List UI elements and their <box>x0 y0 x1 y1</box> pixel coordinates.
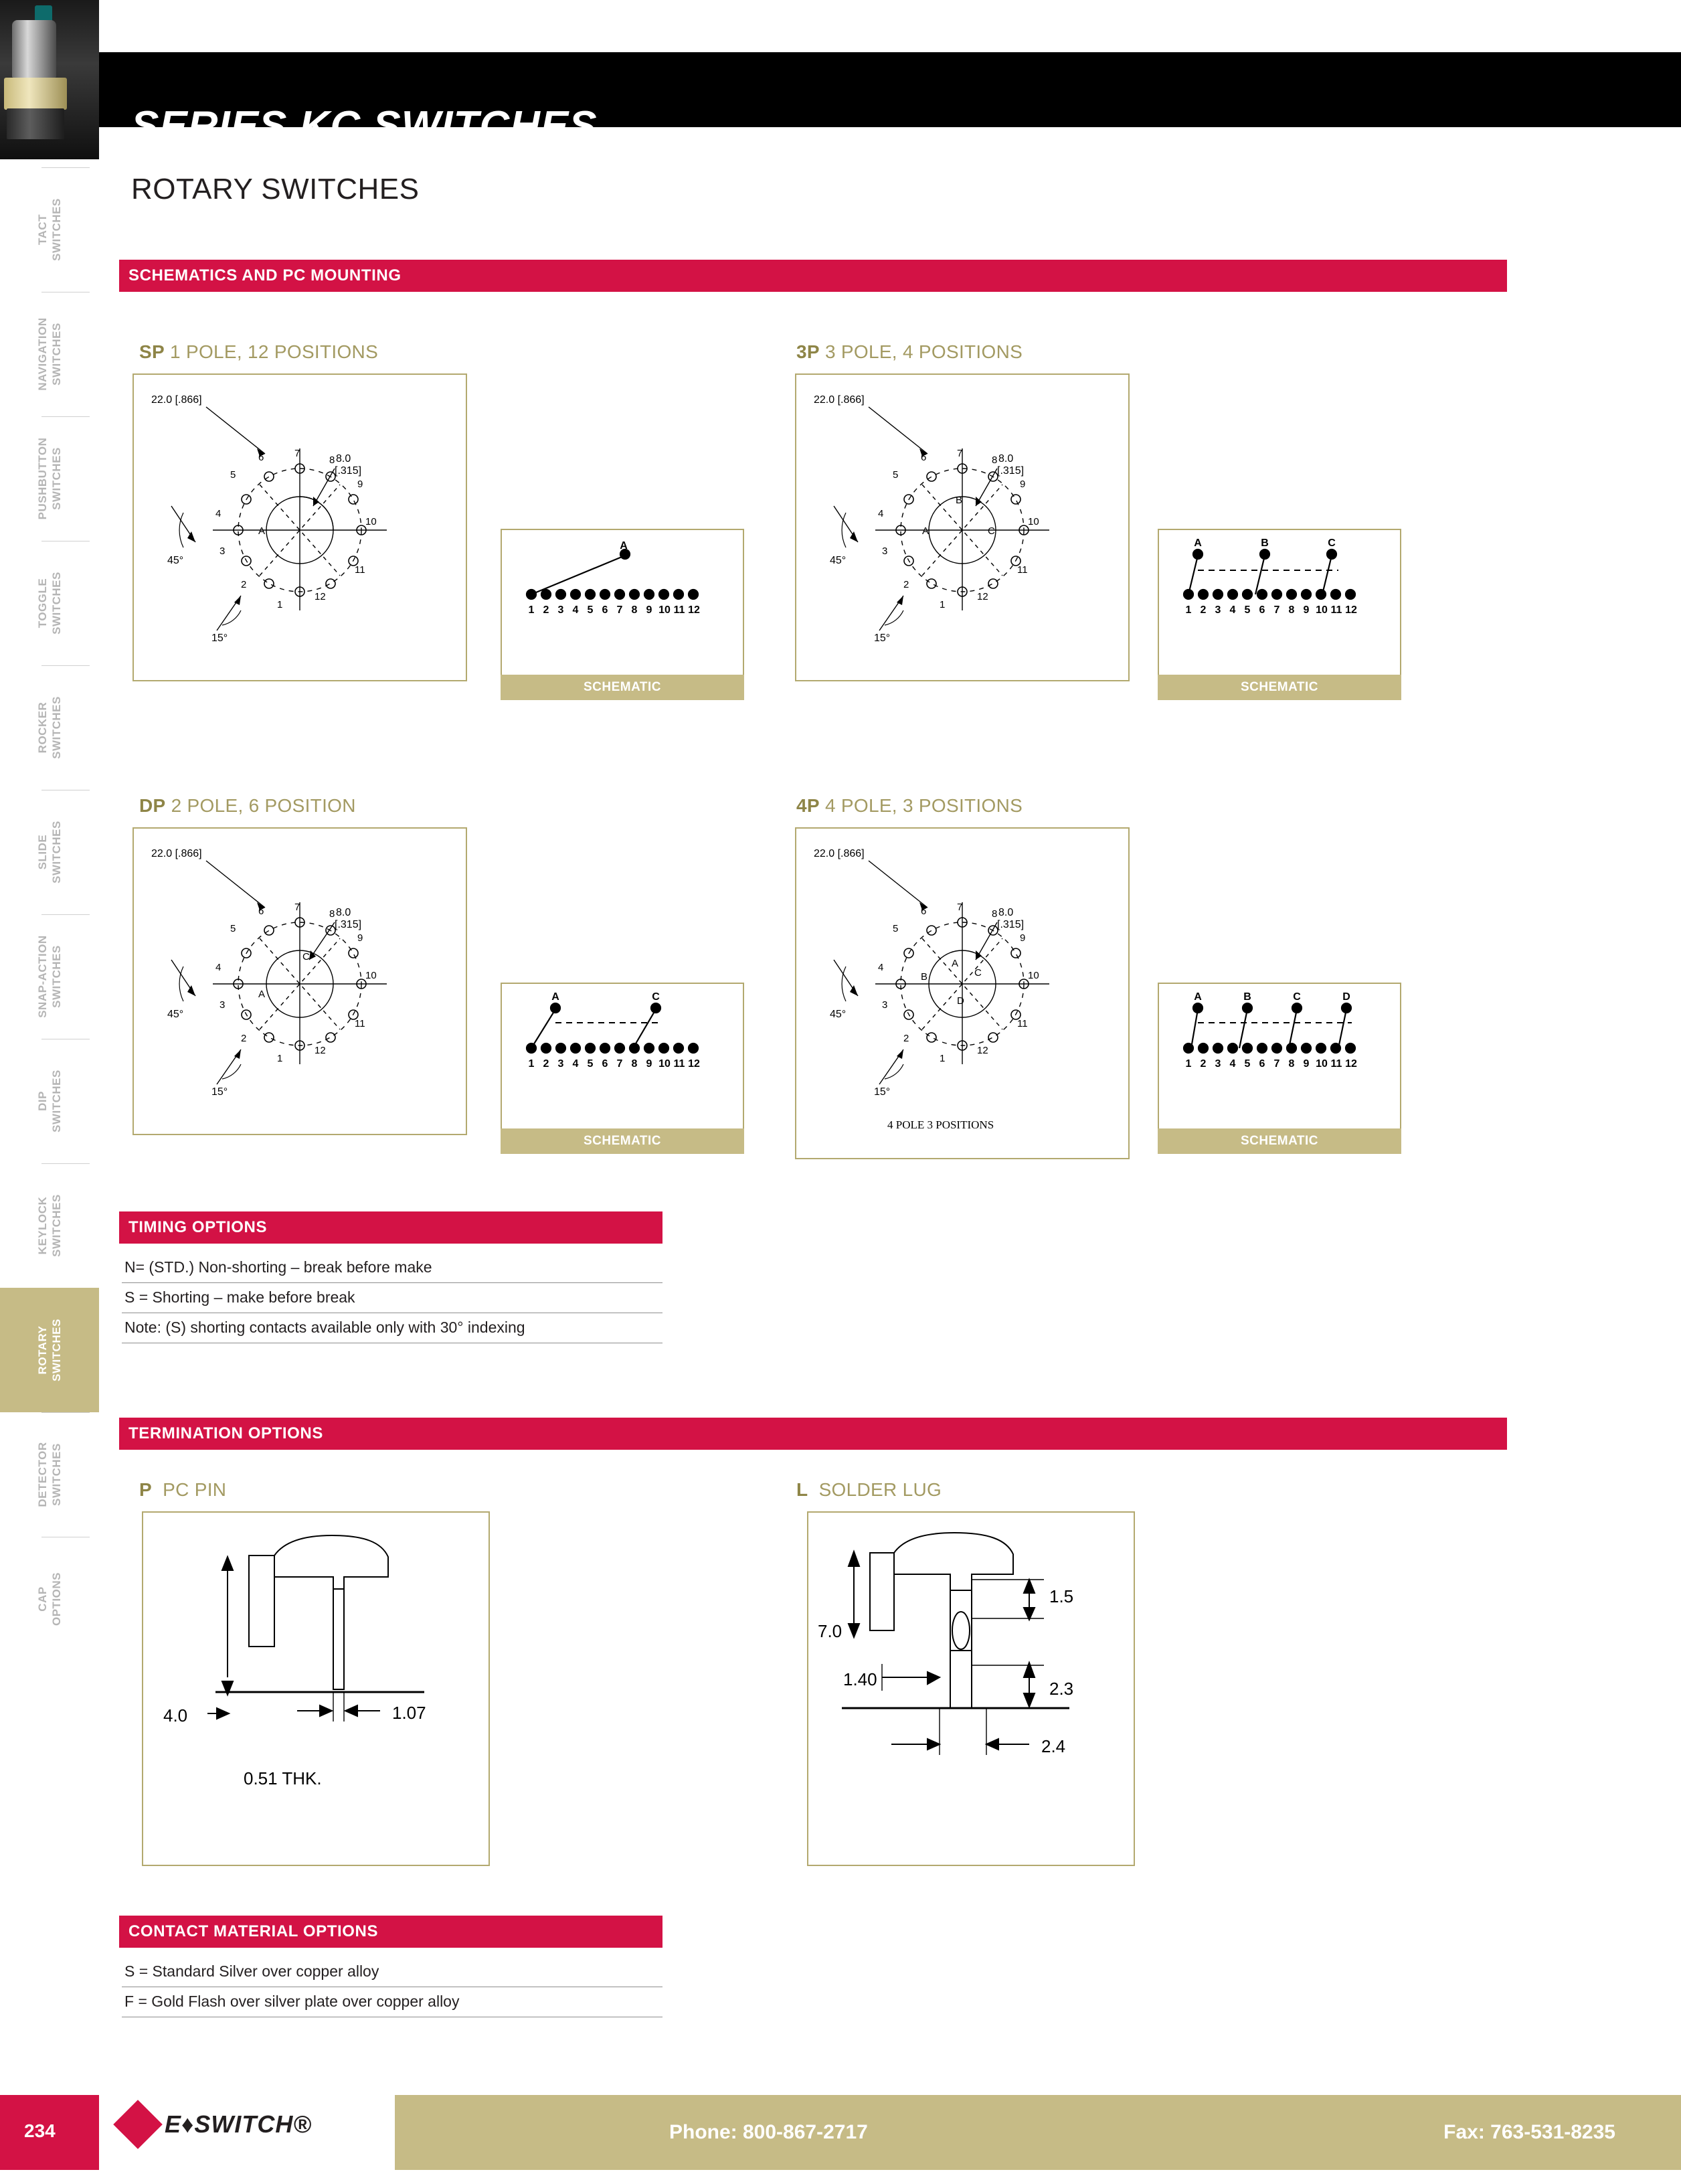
svg-text:8: 8 <box>1288 604 1295 616</box>
svg-text:1: 1 <box>1185 604 1192 616</box>
schematic-drawing-4p <box>1159 984 1400 1111</box>
svg-text:4: 4 <box>1229 604 1236 616</box>
svg-text:10: 10 <box>1028 516 1039 527</box>
svg-text:10: 10 <box>658 604 671 616</box>
svg-text:7: 7 <box>294 448 300 459</box>
svg-text:22.0 [.866]: 22.0 [.866] <box>151 394 202 406</box>
svg-text:9: 9 <box>357 932 363 944</box>
svg-text:D: D <box>957 995 964 1007</box>
pc-mounting-drawing-3p <box>796 375 1128 680</box>
svg-text:11: 11 <box>673 1058 685 1070</box>
diagram-box-sp <box>132 373 467 681</box>
section-header-contact-material: CONTACT MATERIAL OPTIONS <box>119 1916 662 1948</box>
svg-text:2: 2 <box>903 579 909 590</box>
svg-text:9: 9 <box>1020 479 1026 490</box>
svg-text:1.5: 1.5 <box>1049 1586 1074 1606</box>
svg-text:6: 6 <box>602 1058 608 1070</box>
sidebar-item-dip[interactable] <box>0 1039 99 1163</box>
sidebar-item-rotary[interactable] <box>0 1288 99 1412</box>
divider <box>41 416 90 417</box>
section-header-timing: TIMING OPTIONS <box>119 1211 662 1244</box>
termination-heading-solder-lug <box>796 1479 942 1501</box>
product-photo <box>0 0 99 159</box>
svg-text:3: 3 <box>882 999 888 1011</box>
svg-text:22.0 [.866]: 22.0 [.866] <box>151 848 202 859</box>
svg-text:8: 8 <box>329 908 335 920</box>
svg-text:2: 2 <box>543 604 549 616</box>
svg-text:6: 6 <box>258 906 264 917</box>
termination-title: PC PIN <box>163 1479 227 1500</box>
divider <box>41 1412 90 1413</box>
photo-detail-body <box>4 78 67 110</box>
termination-box-pc-pin <box>142 1511 490 1866</box>
schematic-box-4p <box>1158 983 1401 1135</box>
svg-text:6: 6 <box>258 452 264 463</box>
svg-text:1.40: 1.40 <box>843 1669 877 1689</box>
svg-text:3: 3 <box>1215 604 1221 616</box>
svg-text:1.07: 1.07 <box>392 1703 426 1723</box>
diagram-heading-dp <box>139 795 356 817</box>
sidebar-item-cap-options[interactable] <box>0 1537 99 1661</box>
svg-text:A: A <box>1194 991 1202 1003</box>
timing-option-row: N= (STD.) Non-shorting – break before make <box>122 1253 662 1283</box>
svg-text:11: 11 <box>1017 564 1028 576</box>
svg-text:22.0 [.866]: 22.0 [.866] <box>814 848 865 859</box>
sidebar-item-slide[interactable] <box>0 790 99 914</box>
svg-text:[.315]: [.315] <box>997 465 1025 477</box>
sidebar-item-label: DETECTOR SWITCHES <box>35 1442 63 1507</box>
sidebar-item-label: DIP SWITCHES <box>35 1070 63 1132</box>
schematic-drawing-3p <box>1159 530 1400 657</box>
svg-text:10: 10 <box>365 970 377 981</box>
svg-text:B: B <box>921 971 928 983</box>
page-title: SERIES KC SWITCHES <box>131 103 598 149</box>
svg-text:B: B <box>956 495 963 506</box>
sidebar-item-label: ROCKER SWITCHES <box>35 696 63 759</box>
pc-mounting-drawing-sp <box>134 375 466 680</box>
svg-text:C: C <box>988 525 995 537</box>
svg-text:8: 8 <box>329 454 335 466</box>
svg-text:7: 7 <box>957 902 963 913</box>
svg-text:12: 12 <box>1345 604 1357 616</box>
sidebar-item-label: TOGGLE SWITCHES <box>35 572 63 635</box>
svg-text:9: 9 <box>646 604 652 616</box>
diagram-code: SP <box>139 341 165 362</box>
svg-text:12: 12 <box>977 591 988 602</box>
svg-text:8.0: 8.0 <box>998 907 1014 918</box>
contact-material-options-list <box>122 1957 662 2017</box>
svg-text:11: 11 <box>673 604 685 616</box>
svg-text:C: C <box>1328 537 1336 549</box>
diagram-heading-4p <box>796 795 1023 817</box>
svg-text:3: 3 <box>219 545 226 557</box>
section-header-termination: TERMINATION OPTIONS <box>119 1418 1507 1450</box>
svg-text:5: 5 <box>587 604 594 616</box>
svg-text:2: 2 <box>241 1033 247 1044</box>
diagram-code: DP <box>139 795 166 816</box>
svg-text:5: 5 <box>893 923 899 934</box>
svg-text:7: 7 <box>616 604 623 616</box>
svg-text:8: 8 <box>1288 1058 1295 1070</box>
pc-mounting-drawing-4p <box>796 829 1128 1158</box>
svg-text:8.0: 8.0 <box>336 453 351 465</box>
svg-text:1: 1 <box>940 599 946 610</box>
svg-text:10: 10 <box>1028 970 1039 981</box>
diagram-caption-4p: 4 POLE 3 POSITIONS <box>887 1118 994 1131</box>
svg-text:5: 5 <box>1244 1058 1251 1070</box>
svg-text:4: 4 <box>215 508 222 519</box>
svg-text:3: 3 <box>557 1058 564 1070</box>
svg-text:7: 7 <box>294 902 300 913</box>
svg-text:4: 4 <box>1229 1058 1236 1070</box>
schematic-drawing-sp <box>502 530 743 657</box>
svg-text:8.0: 8.0 <box>336 907 351 918</box>
svg-text:10: 10 <box>1316 1058 1328 1070</box>
svg-text:6: 6 <box>921 906 927 917</box>
svg-text:4: 4 <box>878 962 884 973</box>
svg-text:1: 1 <box>277 1053 283 1064</box>
schematic-label-dp: SCHEMATIC <box>501 1128 744 1154</box>
svg-text:10: 10 <box>658 1058 671 1070</box>
svg-text:3: 3 <box>557 604 564 616</box>
schematic-label-sp: SCHEMATIC <box>501 675 744 700</box>
termination-title: SOLDER LUG <box>818 1479 942 1500</box>
footer-fax: Fax: 763-531-8235 <box>1443 2121 1615 2143</box>
svg-text:15°: 15° <box>874 633 891 644</box>
svg-text:12: 12 <box>315 1045 326 1056</box>
svg-text:0.51 THK.: 0.51 THK. <box>244 1768 322 1788</box>
sidebar-item-tact[interactable] <box>0 167 99 292</box>
solder-lug-drawing <box>808 1513 1134 1865</box>
footer-contact-bar <box>395 2095 1681 2170</box>
sidebar-item-label: CAP OPTIONS <box>35 1572 63 1626</box>
sidebar-item-navigation[interactable] <box>0 292 99 416</box>
termination-box-solder-lug <box>807 1511 1135 1866</box>
svg-text:4: 4 <box>572 604 579 616</box>
svg-text:7: 7 <box>1273 604 1280 616</box>
photo-detail-base <box>7 108 64 139</box>
contact-material-row: S = Standard Silver over copper alloy <box>122 1957 662 1987</box>
svg-text:1: 1 <box>528 1058 535 1070</box>
svg-text:[.315]: [.315] <box>335 465 362 477</box>
diamond-icon <box>113 2100 163 2149</box>
sidebar-item-label: KEYLOCK SWITCHES <box>35 1194 63 1257</box>
svg-text:11: 11 <box>1330 1058 1342 1070</box>
svg-text:6: 6 <box>1259 604 1265 616</box>
divider <box>41 167 90 168</box>
page-subtitle: ROTARY SWITCHES <box>131 173 420 205</box>
sidebar-item-label: SNAP-ACTION SWITCHES <box>35 935 63 1018</box>
svg-text:5: 5 <box>893 469 899 481</box>
svg-text:45°: 45° <box>830 555 847 566</box>
section-header-schematics: SCHEMATICS AND PC MOUNTING <box>119 260 1507 292</box>
svg-text:8: 8 <box>631 1058 638 1070</box>
contact-material-row: F = Gold Flash over silver plate over copper alloy <box>122 1987 662 2017</box>
schematic-box-3p <box>1158 529 1401 681</box>
sidebar <box>0 0 99 2184</box>
page-number: 234 <box>24 2120 56 2141</box>
svg-text:4: 4 <box>878 508 884 519</box>
svg-text:12: 12 <box>977 1045 988 1056</box>
svg-text:C: C <box>1293 991 1301 1003</box>
svg-text:3: 3 <box>882 545 888 557</box>
svg-text:1: 1 <box>940 1053 946 1064</box>
schematic-label-4p: SCHEMATIC <box>1158 1128 1401 1154</box>
svg-text:C: C <box>302 951 310 962</box>
svg-text:9: 9 <box>1020 932 1026 944</box>
sidebar-item-pushbutton[interactable] <box>0 416 99 541</box>
termination-code: L <box>796 1479 808 1500</box>
brand-logo-text: E♦SWITCH® <box>165 2110 312 2138</box>
schematic-box-dp <box>501 983 744 1135</box>
termination-heading-pc-pin <box>139 1479 226 1501</box>
svg-text:C: C <box>652 991 660 1003</box>
diagram-title: 4 POLE, 3 POSITIONS <box>824 795 1023 816</box>
svg-text:4: 4 <box>572 1058 579 1070</box>
svg-text:8: 8 <box>631 604 638 616</box>
svg-text:2: 2 <box>241 579 247 590</box>
photo-detail-knob <box>12 20 56 78</box>
svg-text:12: 12 <box>1345 1058 1357 1070</box>
svg-text:A: A <box>1194 537 1202 549</box>
svg-text:7.0: 7.0 <box>818 1621 843 1641</box>
sidebar-item-keylock[interactable] <box>0 1163 99 1288</box>
divider <box>41 914 90 915</box>
svg-text:9: 9 <box>1303 1058 1310 1070</box>
svg-text:45°: 45° <box>167 555 184 566</box>
svg-text:8.0: 8.0 <box>998 453 1014 465</box>
svg-text:9: 9 <box>357 479 363 490</box>
svg-text:A: A <box>258 525 266 537</box>
diagram-heading-3p <box>796 341 1023 363</box>
svg-text:7: 7 <box>957 448 963 459</box>
sidebar-item-snap-action[interactable] <box>0 914 99 1039</box>
svg-text:9: 9 <box>1303 604 1310 616</box>
svg-text:A: A <box>551 991 559 1003</box>
timing-option-row: S = Shorting – make before break <box>122 1283 662 1313</box>
svg-text:2.3: 2.3 <box>1049 1679 1074 1699</box>
pc-mounting-drawing-dp <box>134 829 466 1134</box>
sidebar-item-rocker[interactable] <box>0 665 99 790</box>
svg-text:B: B <box>1261 537 1269 549</box>
sidebar-item-detector[interactable] <box>0 1412 99 1537</box>
svg-text:4.0: 4.0 <box>163 1705 188 1726</box>
svg-text:9: 9 <box>646 1058 652 1070</box>
svg-text:A: A <box>952 958 959 969</box>
diagram-title: 3 POLE, 4 POSITIONS <box>824 341 1023 362</box>
svg-text:[.315]: [.315] <box>997 919 1025 930</box>
svg-text:45°: 45° <box>167 1009 184 1020</box>
sidebar-item-label: PUSHBUTTON SWITCHES <box>35 437 63 520</box>
svg-text:3: 3 <box>1215 1058 1221 1070</box>
diagram-title: 2 POLE, 6 POSITION <box>171 795 356 816</box>
diagram-box-dp <box>132 827 467 1135</box>
svg-text:10: 10 <box>1316 604 1328 616</box>
svg-text:11: 11 <box>1330 604 1342 616</box>
termination-code: P <box>139 1479 152 1500</box>
sidebar-item-label: NAVIGATION SWITCHES <box>35 317 63 391</box>
timing-option-row: Note: (S) shorting contacts available only with 30° indexing <box>122 1313 662 1343</box>
svg-text:10: 10 <box>365 516 377 527</box>
svg-text:5: 5 <box>587 1058 594 1070</box>
svg-text:12: 12 <box>688 1058 700 1070</box>
sidebar-item-label: TACT SWITCHES <box>35 198 63 261</box>
svg-text:11: 11 <box>355 564 365 576</box>
svg-text:2.4: 2.4 <box>1041 1736 1066 1756</box>
diagram-box-3p <box>795 373 1130 681</box>
svg-text:5: 5 <box>1244 604 1251 616</box>
footer-phone: Phone: 800-867-2717 <box>669 2121 868 2143</box>
svg-text:2: 2 <box>543 1058 549 1070</box>
svg-text:15°: 15° <box>211 633 228 644</box>
pc-pin-drawing <box>143 1513 489 1865</box>
svg-text:11: 11 <box>1017 1018 1028 1029</box>
schematic-box-sp <box>501 529 744 681</box>
sidebar-item-label: SLIDE SWITCHES <box>35 821 63 884</box>
svg-text:2: 2 <box>1200 604 1207 616</box>
sidebar-item-label: ROTARY SWITCHES <box>35 1319 63 1381</box>
svg-text:7: 7 <box>616 1058 623 1070</box>
svg-text:A: A <box>258 989 266 1000</box>
svg-text:12: 12 <box>688 604 700 616</box>
svg-text:6: 6 <box>1259 1058 1265 1070</box>
svg-text:22.0 [.866]: 22.0 [.866] <box>814 394 865 406</box>
svg-text:5: 5 <box>230 923 236 934</box>
divider <box>41 1163 90 1164</box>
svg-text:2: 2 <box>1200 1058 1207 1070</box>
svg-text:15°: 15° <box>874 1086 891 1098</box>
svg-text:1: 1 <box>277 599 283 610</box>
sidebar-item-toggle[interactable] <box>0 541 99 665</box>
svg-text:8: 8 <box>992 908 998 920</box>
svg-text:A: A <box>922 525 930 537</box>
svg-text:45°: 45° <box>830 1009 847 1020</box>
divider <box>41 665 90 666</box>
svg-text:11: 11 <box>355 1018 365 1029</box>
diagram-code: 3P <box>796 341 820 362</box>
svg-text:3: 3 <box>219 999 226 1011</box>
diagram-box-4p <box>795 827 1130 1159</box>
svg-text:1: 1 <box>1185 1058 1192 1070</box>
svg-text:8: 8 <box>992 454 998 466</box>
svg-text:6: 6 <box>602 604 608 616</box>
svg-text:5: 5 <box>230 469 236 481</box>
svg-text:15°: 15° <box>211 1086 228 1098</box>
svg-text:D: D <box>1342 991 1350 1003</box>
schematic-drawing-dp <box>502 984 743 1111</box>
svg-text:6: 6 <box>921 452 927 463</box>
svg-text:12: 12 <box>315 591 326 602</box>
diagram-heading-sp <box>139 341 378 363</box>
diagram-title: 1 POLE, 12 POSITIONS <box>170 341 379 362</box>
svg-text:B: B <box>1243 991 1251 1003</box>
brand-logo <box>120 2107 312 2142</box>
timing-options-list <box>122 1253 662 1343</box>
svg-text:[.315]: [.315] <box>335 919 362 930</box>
svg-text:7: 7 <box>1273 1058 1280 1070</box>
svg-text:2: 2 <box>903 1033 909 1044</box>
svg-text:C: C <box>974 967 982 979</box>
diagram-code: 4P <box>796 795 820 816</box>
svg-text:4: 4 <box>215 962 222 973</box>
svg-text:A: A <box>620 540 628 552</box>
svg-text:1: 1 <box>528 604 535 616</box>
schematic-label-3p: SCHEMATIC <box>1158 675 1401 700</box>
